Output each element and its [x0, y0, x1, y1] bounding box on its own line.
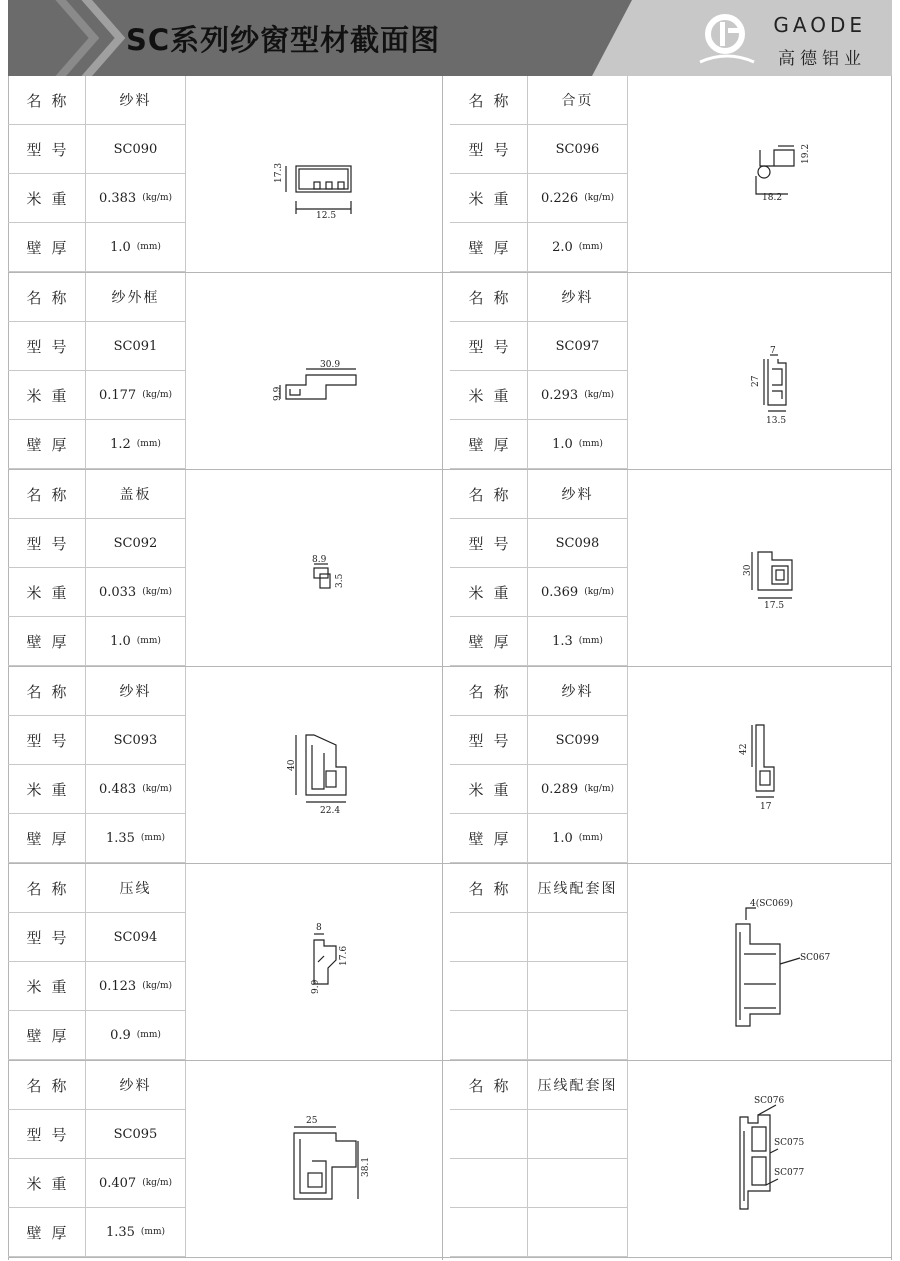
- spec-value-text: SC097: [555, 338, 600, 354]
- spec-value-text: 2.0: [552, 239, 573, 255]
- dimension-label: SC075: [774, 1138, 805, 1148]
- spec-value: [528, 814, 628, 862]
- spec-label: 型号: [450, 322, 528, 370]
- spec-value: [528, 913, 628, 961]
- unit-label: (mm): [136, 439, 161, 449]
- profile-block: [450, 470, 892, 667]
- spec-value: [86, 1061, 186, 1109]
- unit-label: (mm): [136, 1030, 161, 1040]
- profile-block: [450, 76, 892, 273]
- spec-value: [86, 76, 186, 124]
- spec-value-text: 1.2: [110, 436, 131, 452]
- profile-cross-section-drawing: [628, 667, 892, 863]
- spec-value-text: 1.35: [105, 1224, 135, 1240]
- spec-label: 名称: [450, 1061, 528, 1109]
- spec-row-thickness: [8, 814, 186, 863]
- spec-row-name: [450, 1061, 628, 1110]
- spec-row-model: [8, 913, 186, 962]
- spec-label: 型号: [8, 1110, 86, 1158]
- dimension-label: 27: [751, 375, 761, 387]
- spec-label: [450, 913, 528, 961]
- dimension-label: 8.9: [312, 555, 327, 565]
- dimension-label: 9.9: [273, 386, 283, 401]
- dimension-label: 17: [760, 802, 772, 812]
- unit-label: (mm): [578, 439, 603, 449]
- spec-value: [528, 1208, 628, 1256]
- spec-row-weight: [450, 371, 628, 420]
- dimension-label: 7: [770, 346, 776, 356]
- unit-label: (kg/m): [584, 587, 615, 597]
- spec-value-text: 1.0: [110, 239, 131, 255]
- profile-cross-section-drawing: [186, 76, 450, 272]
- dimension-label: 30.9: [320, 360, 341, 370]
- spec-value-text: 纱料: [119, 1078, 152, 1094]
- spec-value-text: SC094: [113, 929, 158, 945]
- spec-value-text: 0.383: [98, 190, 137, 206]
- spec-value: [528, 864, 628, 912]
- spec-row-model: [450, 125, 628, 174]
- dimension-label: 40: [287, 759, 297, 771]
- gaode-logo-icon: [698, 10, 756, 68]
- spec-row-model: [450, 913, 628, 962]
- spec-label: 米重: [450, 174, 528, 222]
- spec-value-text: SC099: [555, 732, 600, 748]
- spec-row-name: [8, 76, 186, 125]
- spec-row-name: [8, 273, 186, 322]
- spec-label: 名称: [450, 667, 528, 715]
- profile-cross-section-drawing: [186, 864, 450, 1060]
- dimension-label: SC067: [800, 953, 831, 963]
- spec-row-weight: [450, 174, 628, 223]
- dimension-label: 17.3: [274, 162, 284, 183]
- spec-value-text: 合页: [561, 93, 594, 109]
- profile-block: [8, 864, 450, 1061]
- dimension-label: 8: [316, 923, 322, 933]
- spec-row-name: [8, 470, 186, 519]
- profile-cross-section-drawing: [186, 470, 450, 666]
- spec-label: 米重: [8, 962, 86, 1010]
- spec-label: 名称: [8, 470, 86, 518]
- spec-row-model: [8, 1110, 186, 1159]
- profile-cross-section-drawing: [628, 1061, 892, 1257]
- spec-label: 壁厚: [8, 814, 86, 862]
- spec-value-text: 0.293: [540, 387, 579, 403]
- spec-value: [528, 125, 628, 173]
- unit-label: (mm): [578, 833, 603, 843]
- spec-label: 壁厚: [450, 814, 528, 862]
- spec-value: [86, 913, 186, 961]
- spec-label: 名称: [450, 273, 528, 321]
- dimension-label: 25: [306, 1116, 318, 1126]
- unit-label: (kg/m): [584, 390, 615, 400]
- brand-name-cn: 高德铝业: [778, 49, 866, 69]
- spec-value-text: SC096: [555, 141, 600, 157]
- spec-value: [86, 174, 186, 222]
- spec-row-thickness: [8, 1208, 186, 1257]
- spec-value-text: 纱料: [561, 684, 594, 700]
- spec-label: 型号: [8, 322, 86, 370]
- spec-value: [86, 223, 186, 271]
- spec-value: [528, 667, 628, 715]
- spec-value-text: 压线配套图: [537, 881, 618, 897]
- spec-row-weight: [8, 1159, 186, 1208]
- spec-row-name: [450, 273, 628, 322]
- dimension-label: 13.5: [766, 416, 787, 426]
- unit-label: (mm): [140, 833, 166, 843]
- spec-value-text: 0.226: [540, 190, 579, 206]
- spec-label: 名称: [8, 667, 86, 715]
- spec-label: 壁厚: [8, 1011, 86, 1059]
- spec-label: 型号: [450, 125, 528, 173]
- spec-row-weight: [8, 568, 186, 617]
- spec-row-thickness: [8, 420, 186, 469]
- spec-row-weight: [8, 371, 186, 420]
- spec-label: 型号: [450, 716, 528, 764]
- spec-label: 米重: [450, 765, 528, 813]
- spec-row-weight: [8, 765, 186, 814]
- dimension-label: SC077: [774, 1168, 805, 1178]
- spec-value: [528, 470, 628, 518]
- spec-value: [528, 1159, 628, 1207]
- spec-label: 壁厚: [450, 223, 528, 271]
- spec-row-thickness: [450, 1208, 628, 1257]
- spec-value: [528, 1011, 628, 1059]
- spec-row-thickness: [8, 223, 186, 272]
- spec-value: [86, 617, 186, 665]
- unit-label: (kg/m): [142, 1178, 173, 1188]
- spec-label: 型号: [8, 716, 86, 764]
- spec-value-text: 0.033: [98, 584, 137, 600]
- spec-value: [86, 667, 186, 715]
- spec-label: 壁厚: [8, 1208, 86, 1256]
- spec-value: [86, 420, 186, 468]
- profile-block: [450, 1061, 892, 1258]
- spec-value: [528, 962, 628, 1010]
- spec-value: [86, 1011, 186, 1059]
- spec-label: 名称: [8, 1061, 86, 1109]
- unit-label: (kg/m): [142, 193, 173, 203]
- spec-label: 型号: [8, 125, 86, 173]
- spec-value-text: 盖板: [119, 487, 152, 503]
- spec-value-text: SC090: [113, 141, 158, 157]
- spec-label: 名称: [8, 76, 86, 124]
- spec-value-text: 0.407: [98, 1175, 137, 1191]
- spec-row-model: [450, 322, 628, 371]
- spec-label: [450, 1208, 528, 1256]
- dimension-label: 12.5: [316, 211, 337, 221]
- dimension-label: 17.6: [339, 945, 349, 966]
- spec-label: 米重: [8, 174, 86, 222]
- dimension-label: SC076: [754, 1096, 785, 1106]
- spec-row-model: [8, 519, 186, 568]
- spec-value: [86, 1159, 186, 1207]
- spec-label: 名称: [450, 864, 528, 912]
- profile-cross-section-drawing: [628, 273, 892, 469]
- spec-value: [528, 519, 628, 567]
- spec-value: [528, 1061, 628, 1109]
- spec-label: 壁厚: [8, 420, 86, 468]
- spec-row-weight: [450, 962, 628, 1011]
- spec-value: [528, 223, 628, 271]
- spec-label: 名称: [450, 470, 528, 518]
- dimension-label: 4(SC069): [750, 899, 793, 909]
- spec-row-model: [8, 322, 186, 371]
- spec-value-text: 0.123: [98, 978, 137, 994]
- spec-value: [86, 814, 186, 862]
- profile-cross-section-drawing: [186, 273, 450, 469]
- spec-value: [528, 174, 628, 222]
- spec-value-text: 0.483: [98, 781, 137, 797]
- spec-label: 壁厚: [450, 420, 528, 468]
- spec-value-text: SC093: [113, 732, 158, 748]
- unit-label: (kg/m): [142, 981, 173, 991]
- spec-value: [528, 371, 628, 419]
- spec-value-text: 压线: [119, 881, 152, 897]
- spec-value: [86, 125, 186, 173]
- spec-value-text: 0.177: [98, 387, 137, 403]
- spec-value: [528, 76, 628, 124]
- spec-value: [528, 1110, 628, 1158]
- spec-value-text: SC098: [555, 535, 600, 551]
- spec-row-model: [8, 716, 186, 765]
- spec-value: [528, 322, 628, 370]
- spec-row-thickness: [450, 223, 628, 272]
- spec-value-text: 0.9: [110, 1027, 131, 1043]
- spec-value: [528, 765, 628, 813]
- spec-value: [528, 568, 628, 616]
- profile-cross-section-drawing: [628, 470, 892, 666]
- spec-value-text: 压线配套图: [537, 1078, 618, 1094]
- spec-row-name: [450, 667, 628, 716]
- spec-row-weight: [8, 962, 186, 1011]
- spec-value-text: 纱外框: [111, 290, 160, 306]
- spec-label: 壁厚: [450, 617, 528, 665]
- spec-value: [528, 617, 628, 665]
- spec-row-name: [450, 864, 628, 913]
- spec-label: 名称: [8, 273, 86, 321]
- unit-label: (mm): [140, 1227, 166, 1237]
- spec-label: 壁厚: [8, 223, 86, 271]
- spec-value-text: 0.289: [540, 781, 579, 797]
- spec-value-text: 1.0: [110, 633, 131, 649]
- dimension-label: 30: [743, 564, 753, 576]
- dimension-label: 22.4: [320, 806, 341, 816]
- spec-value-text: 0.369: [540, 584, 579, 600]
- spec-value: [86, 1208, 186, 1256]
- unit-label: (kg/m): [142, 784, 173, 794]
- unit-label: (kg/m): [142, 587, 173, 597]
- brand-name-en: GAODE: [773, 13, 866, 37]
- profile-block: [8, 76, 450, 273]
- spec-label: 米重: [450, 568, 528, 616]
- spec-row-model: [450, 519, 628, 568]
- spec-value: [86, 371, 186, 419]
- spec-value: [86, 273, 186, 321]
- chevron-decoration-icon: [70, 0, 130, 76]
- spec-value: [86, 765, 186, 813]
- unit-label: (kg/m): [142, 390, 173, 400]
- spec-label: 米重: [450, 371, 528, 419]
- spec-label: [450, 1159, 528, 1207]
- spec-value-text: SC091: [113, 338, 158, 354]
- spec-label: 米重: [8, 765, 86, 813]
- spec-label: [450, 1110, 528, 1158]
- spec-row-name: [8, 1061, 186, 1110]
- spec-label: 型号: [8, 913, 86, 961]
- spec-label: 型号: [450, 519, 528, 567]
- profile-block: [8, 667, 450, 864]
- spec-row-model: [450, 1110, 628, 1159]
- unit-label: (mm): [578, 636, 603, 646]
- unit-label: (mm): [136, 242, 161, 252]
- spec-value-text: SC095: [113, 1126, 158, 1142]
- profile-block: [8, 273, 450, 470]
- spec-row-thickness: [450, 420, 628, 469]
- spec-row-model: [8, 125, 186, 174]
- unit-label: (mm): [136, 636, 161, 646]
- page-header: [8, 0, 892, 76]
- spec-row-weight: [450, 1159, 628, 1208]
- spec-value: [86, 470, 186, 518]
- profile-block: [8, 470, 450, 667]
- profile-table: [8, 76, 892, 1260]
- spec-value-text: SC092: [113, 535, 158, 551]
- spec-row-thickness: [450, 617, 628, 666]
- spec-value: [86, 962, 186, 1010]
- spec-row-thickness: [450, 814, 628, 863]
- dimension-label: 19.2: [801, 143, 811, 164]
- spec-value: [86, 716, 186, 764]
- spec-row-name: [450, 470, 628, 519]
- spec-value: [528, 273, 628, 321]
- spec-value: [528, 420, 628, 468]
- dimension-label: 3.5: [335, 573, 345, 588]
- dimension-label: 42: [739, 743, 749, 755]
- spec-value: [86, 864, 186, 912]
- profile-cross-section-drawing: [628, 864, 892, 1060]
- spec-label: 米重: [8, 1159, 86, 1207]
- spec-value-text: 1.35: [105, 830, 135, 846]
- spec-row-name: [8, 864, 186, 913]
- profile-block: [450, 273, 892, 470]
- spec-value-text: 1.3: [552, 633, 573, 649]
- spec-label: 名称: [450, 76, 528, 124]
- spec-row-thickness: [8, 617, 186, 666]
- spec-label: [450, 1011, 528, 1059]
- spec-value: [86, 1110, 186, 1158]
- dimension-label: 9.9: [311, 979, 321, 994]
- spec-row-weight: [8, 174, 186, 223]
- spec-row-name: [450, 76, 628, 125]
- spec-row-weight: [450, 765, 628, 814]
- profile-cross-section-drawing: [186, 667, 450, 863]
- spec-value-text: 纱料: [561, 290, 594, 306]
- spec-row-thickness: [450, 1011, 628, 1060]
- profile-block: [8, 1061, 450, 1258]
- spec-label: 米重: [8, 371, 86, 419]
- dimension-label: 17.5: [764, 601, 785, 611]
- spec-label: 米重: [8, 568, 86, 616]
- spec-row-model: [450, 716, 628, 765]
- spec-label: 名称: [8, 864, 86, 912]
- spec-label: 壁厚: [8, 617, 86, 665]
- spec-label: [450, 962, 528, 1010]
- unit-label: (kg/m): [584, 784, 615, 794]
- spec-value-text: 1.0: [552, 436, 573, 452]
- dimension-label: 18.2: [762, 193, 783, 203]
- profile-block: [450, 864, 892, 1061]
- spec-value-text: 纱料: [119, 93, 152, 109]
- profile-cross-section-drawing: [628, 76, 892, 272]
- dimension-label: 38.1: [361, 1156, 371, 1177]
- unit-label: (mm): [578, 242, 603, 252]
- spec-value: [86, 519, 186, 567]
- spec-value-text: 纱料: [119, 684, 152, 700]
- spec-value: [86, 568, 186, 616]
- page-title: SC系列纱窗型材截面图: [126, 23, 441, 57]
- unit-label: (kg/m): [584, 193, 615, 203]
- spec-value-text: 1.0: [552, 830, 573, 846]
- spec-value-text: 纱料: [561, 487, 594, 503]
- spec-value: [528, 716, 628, 764]
- spec-value: [86, 322, 186, 370]
- profile-block: [450, 667, 892, 864]
- spec-row-thickness: [8, 1011, 186, 1060]
- spec-label: 型号: [8, 519, 86, 567]
- profile-cross-section-drawing: [186, 1061, 450, 1257]
- spec-row-name: [8, 667, 186, 716]
- spec-row-weight: [450, 568, 628, 617]
